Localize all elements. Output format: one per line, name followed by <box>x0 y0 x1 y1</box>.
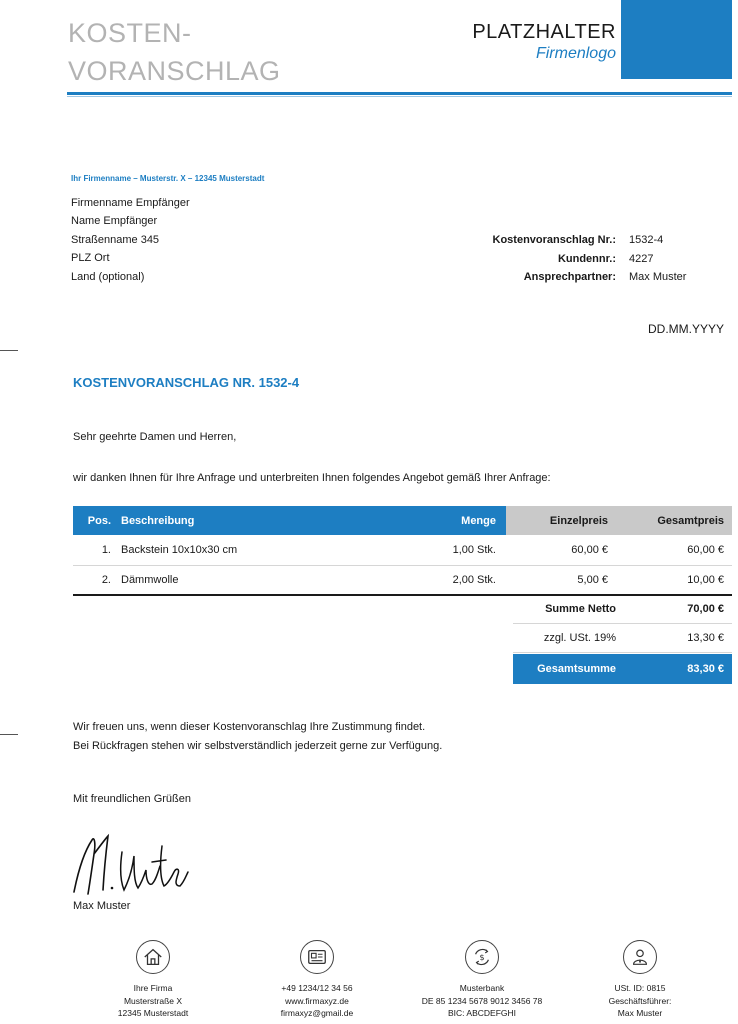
footer-legal <box>590 940 690 1020</box>
closing-line-2: Bei Rückfragen stehen wir selbstverständlich jederzeit gerne zur Verfügung. <box>73 740 443 752</box>
totals-summary <box>513 595 732 684</box>
grand-total-value: 83,30 € <box>687 663 724 675</box>
svg-text:$: $ <box>479 952 485 963</box>
net-total-value: 70,00 € <box>687 603 724 615</box>
document-title <box>68 14 281 90</box>
row-quantity: 1,00 Stk. <box>416 535 506 565</box>
vat-value: 13,30 € <box>687 632 724 644</box>
header-divider <box>67 92 732 95</box>
net-total-label: Summe Netto <box>545 603 616 615</box>
contact-label: Ansprechpartner: <box>523 270 616 283</box>
footer-legal-line: USt. ID: 0815 <box>614 983 666 993</box>
footer-contact-line: firmaxyz@gmail.de <box>280 1008 354 1018</box>
logo-placeholder-box <box>621 0 732 79</box>
fold-mark-bottom <box>0 734 18 735</box>
footer-legal-line: Max Muster <box>617 1008 663 1018</box>
row-unit-price: 5,00 € <box>506 565 616 595</box>
footer-company <box>100 940 206 1020</box>
footer-bank-line: BIC: ABCDEFGHI <box>447 1008 516 1018</box>
sender-address-line: Ihr Firmenname – Musterstr. X – 12345 Musterstadt <box>71 174 265 183</box>
grand-total-row <box>513 654 732 684</box>
row-pos: 1. <box>73 535 117 565</box>
table-row <box>73 565 732 595</box>
closing-line-1: Wir freuen uns, wenn dieser Kostenvoranschlag Ihre Zustimmung findet. <box>73 721 426 733</box>
logo-sub-text: Firmenlogo <box>535 45 616 62</box>
footer-company-line: Musterstraße X <box>123 995 183 1006</box>
header-total-price: Gesamtpreis <box>616 506 732 535</box>
footer-bank-line: DE 85 1234 5678 9012 3456 78 <box>421 995 543 1006</box>
net-total-row <box>513 595 732 624</box>
handwritten-signature <box>70 832 190 902</box>
row-description: Dämmwolle <box>117 565 416 595</box>
document-title-line1: KOSTEN- <box>68 18 192 48</box>
footer-legal-line: Geschäftsführer: <box>608 995 672 1006</box>
quote-heading: KOSTENVORANSCHLAG NR. 1532-4 <box>73 375 300 390</box>
items-table <box>73 506 732 596</box>
quote-no-value: 1532-4 <box>629 234 664 247</box>
row-total-price: 10,00 € <box>616 565 732 595</box>
grand-total-label: Gesamtsumme <box>537 663 616 675</box>
header-quantity: Menge <box>416 506 506 535</box>
footer-company-line: 12345 Musterstadt <box>117 1008 189 1018</box>
vat-label: zzgl. USt. 19% <box>543 632 616 644</box>
meta-row-customer-no <box>470 249 686 267</box>
footer-contact <box>262 940 372 1020</box>
recipient-name: Name Empfänger <box>71 215 158 228</box>
table-header-row <box>73 506 732 535</box>
recipient-company: Firmenname Empfänger <box>71 197 190 209</box>
regards: Mit freundlichen Grüßen <box>73 793 191 805</box>
recipient-city: PLZ Ort <box>71 252 110 265</box>
quote-no-label: Kostenvoranschlag Nr.: <box>492 234 616 247</box>
recipient-address <box>71 194 190 286</box>
logo-main-text: PLATZHALTER <box>472 21 616 43</box>
footer-bank-line: Musterbank <box>459 983 505 993</box>
footer-contact-line: +49 1234/12 34 56 <box>281 983 353 993</box>
table-row <box>73 535 732 565</box>
house-icon <box>136 940 170 974</box>
meta-row-quote-no <box>470 231 686 249</box>
intro-text: wir danken Ihnen für Ihre Anfrage und unterbreiten Ihnen folgendes Angebot gemäß Ihrer Anfrage: <box>73 472 551 484</box>
company-logo-text <box>472 20 616 64</box>
quote-meta <box>470 231 686 286</box>
footer-company-line: Ihre Firma <box>133 983 173 993</box>
contact-value: Max Muster <box>629 270 687 283</box>
header-unit-price: Einzelpreis <box>506 506 616 535</box>
fold-mark-top <box>0 350 18 351</box>
header-pos: Pos. <box>73 506 117 535</box>
vat-row <box>513 624 732 653</box>
row-quantity: 2,00 Stk. <box>416 565 506 595</box>
recipient-country: Land (optional) <box>71 270 145 283</box>
header-description: Beschreibung <box>117 506 416 535</box>
document-title-line2: VORANSCHLAG <box>68 56 281 86</box>
customer-no-value: 4227 <box>629 252 654 265</box>
customer-no-label: Kundennr.: <box>557 252 616 265</box>
manager-icon <box>623 940 657 974</box>
row-pos: 2. <box>73 565 117 595</box>
document-date: DD.MM.YYYY <box>647 322 724 336</box>
footer-contact-line: www.firmaxyz.de <box>285 995 349 1006</box>
meta-row-contact <box>470 268 686 286</box>
bank-transfer-icon <box>465 940 499 974</box>
footer-bank <box>408 940 556 1020</box>
signer-name: Max Muster <box>73 900 131 912</box>
row-unit-price: 60,00 € <box>506 535 616 565</box>
salutation: Sehr geehrte Damen und Herren, <box>73 431 237 443</box>
closing-text <box>73 718 442 756</box>
recipient-street: Straßenname 345 <box>71 233 160 246</box>
contact-card-icon <box>300 940 334 974</box>
header-divider-thin <box>67 96 732 97</box>
row-total-price: 60,00 € <box>616 535 732 565</box>
row-description: Backstein 10x10x30 cm <box>117 535 416 565</box>
